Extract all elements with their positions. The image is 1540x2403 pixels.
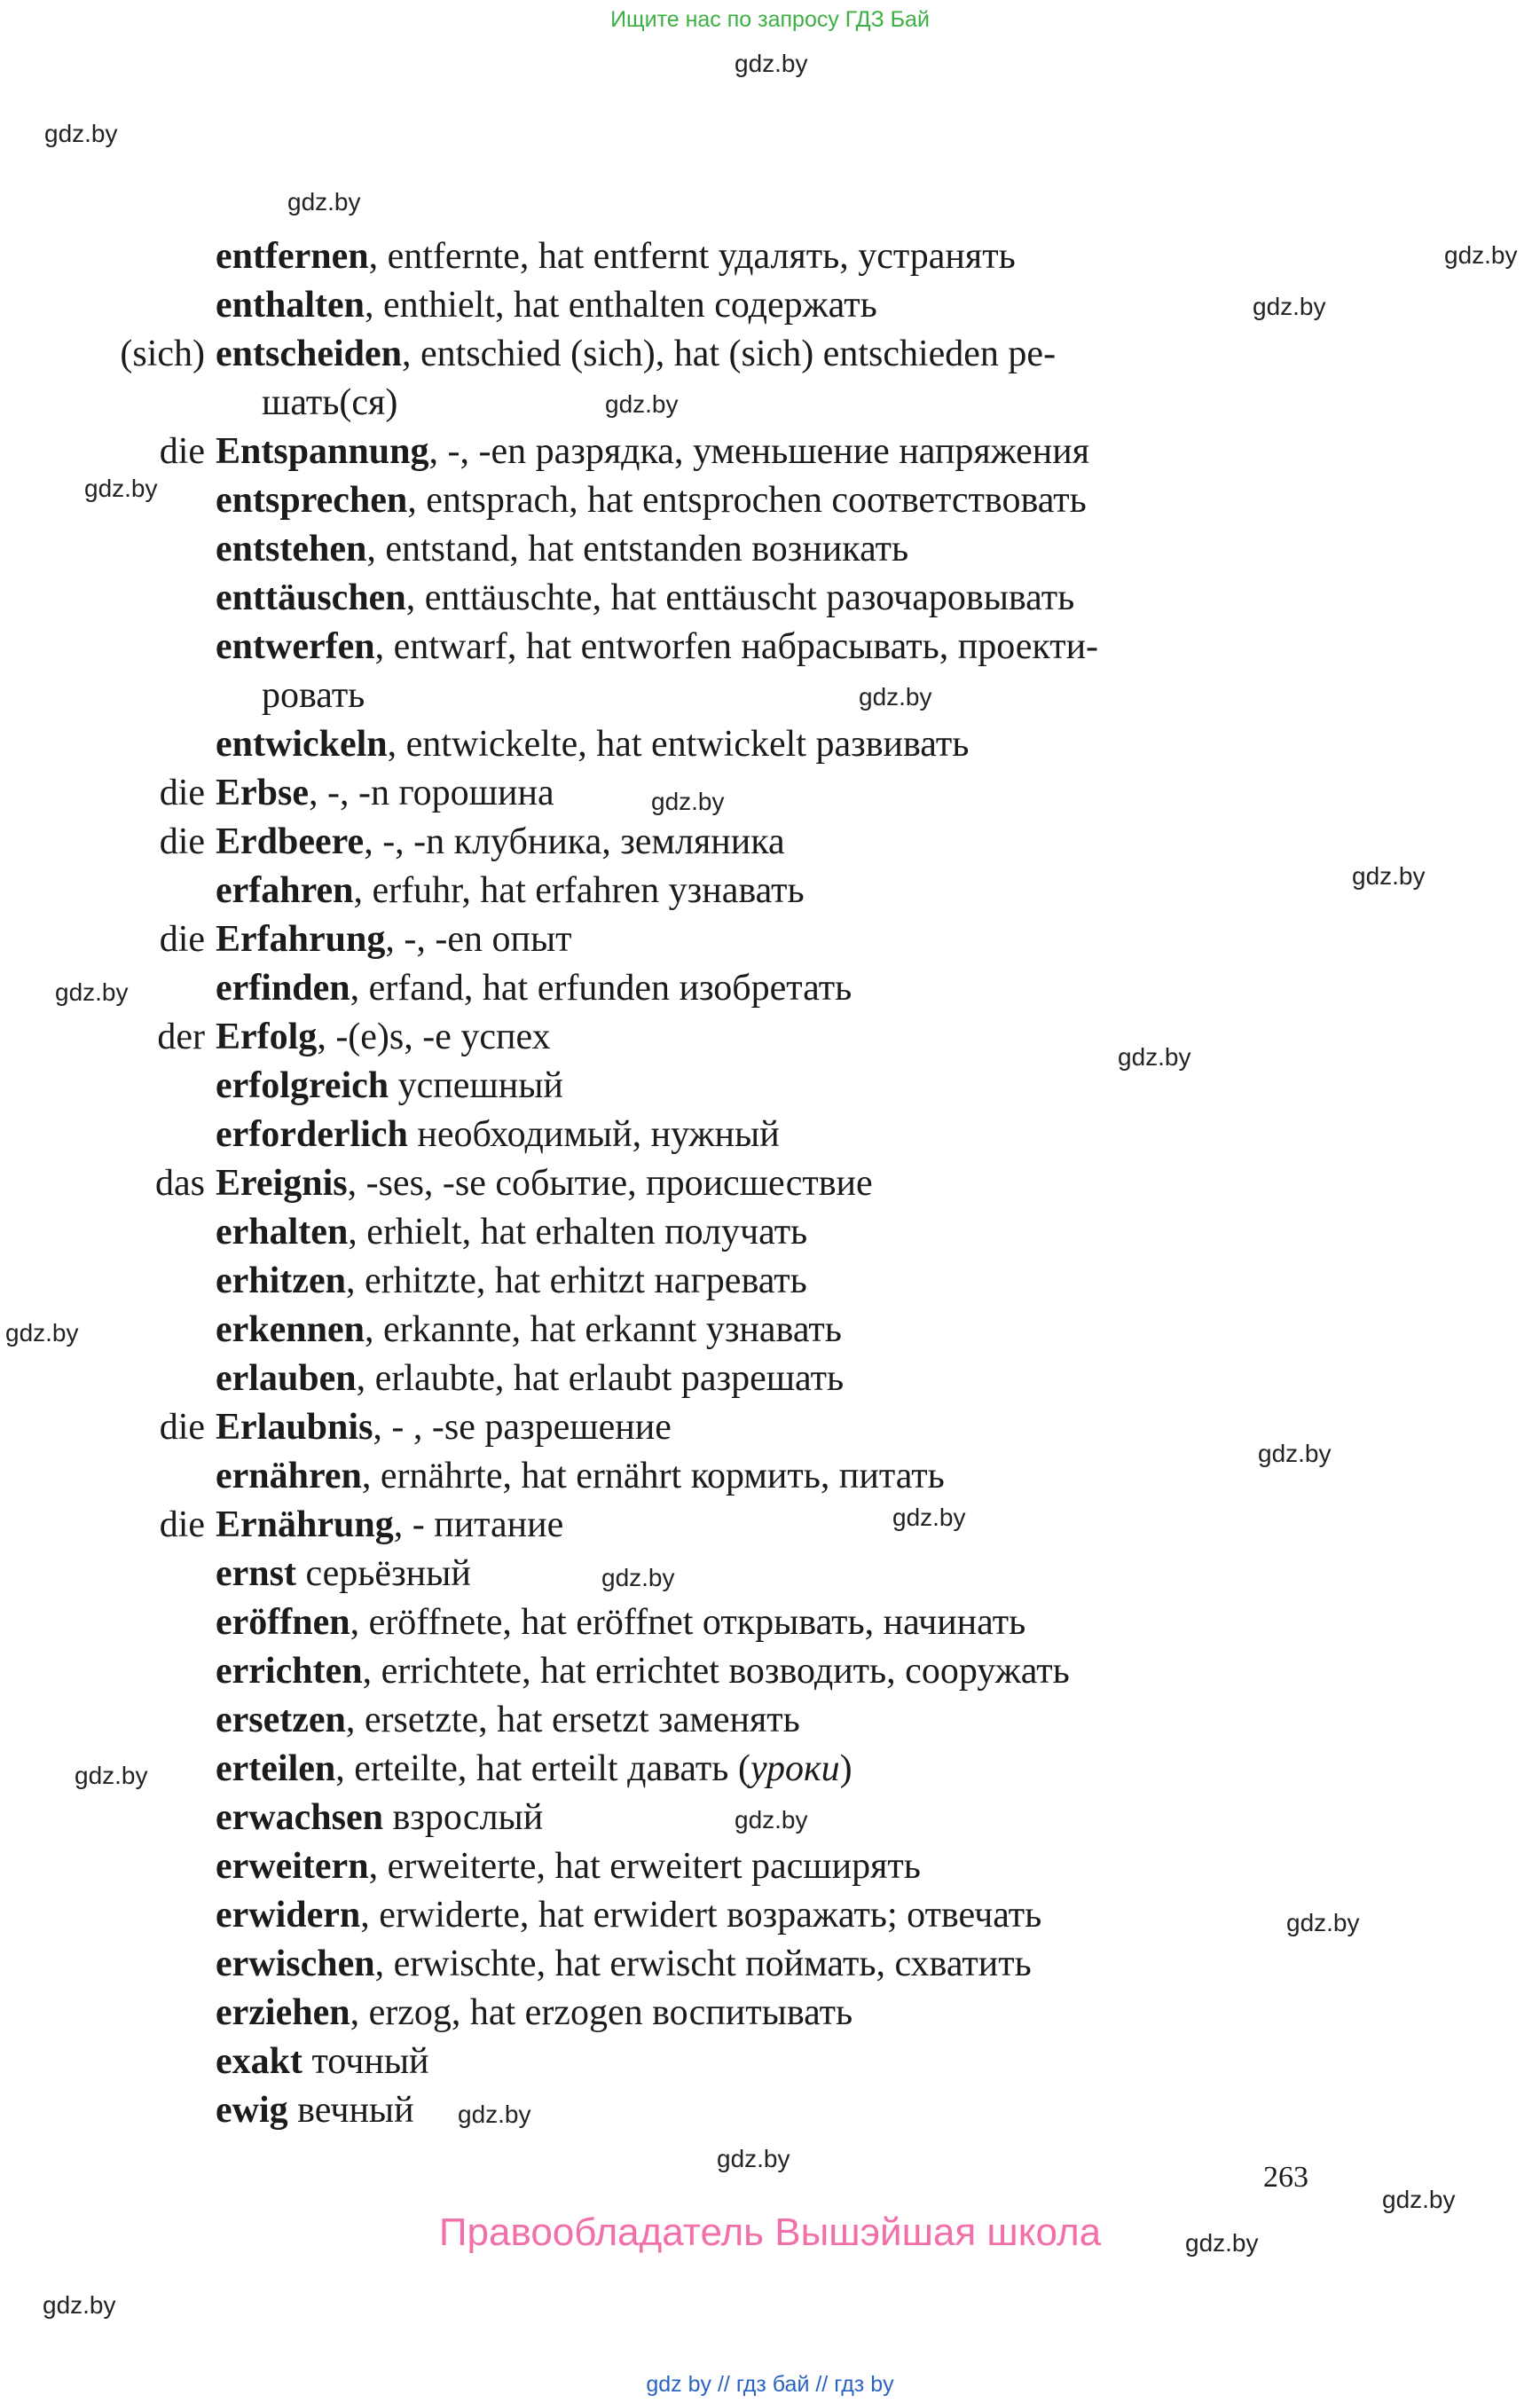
entry-text [216,1456,945,1496]
entry-headword: erfolgreich [216,1065,389,1106]
gdz-watermark: gdz.by [1444,241,1518,269]
entry-forms-and-translation: , - питание [393,1504,564,1545]
entry-forms-and-translation: , ernährte, hat ernährt кормить, питать [361,1456,945,1496]
entry-forms-and-translation: необходимый, нужный [407,1114,780,1155]
entry-headword: ersetzen [216,1700,346,1740]
entry-forms-and-translation: , erkannte, hat erkannt узнавать [365,1309,842,1350]
gdz-watermark: gdz.by [75,1762,148,1789]
entry-forms-and-translation: , erwischte, hat erwischt поймать, схватить [374,1944,1032,1984]
entry-article: das [155,1163,205,1204]
dictionary-entry [0,428,1508,476]
entry-text [216,1407,672,1448]
dictionary-entry [0,1111,1508,1159]
top-banner-text: Ищите нас по запросу ГДЗ Бай [610,7,930,32]
entry-article: der [157,1017,205,1057]
entry-article: die [159,919,205,960]
entry-text [216,821,785,862]
entry-forms-and-translation: , ersetzte, hat ersetzt заменять [345,1700,800,1740]
entry-article: die [159,1504,205,1545]
dictionary-entry [0,1208,1508,1257]
entry-forms-and-translation: , erfand, hat erfunden изобретать [350,968,852,1009]
entry-forms-and-translation: серьёзный [295,1553,471,1594]
entry-headword: erfahren [216,870,354,911]
entry-text [216,577,1074,618]
dictionary-entry [0,2038,1508,2086]
entry-text [216,480,1087,521]
entry-text [216,1651,1070,1692]
dictionary-entry [0,1501,1508,1550]
entry-text [216,1797,543,1838]
entry-forms-and-translation: вечный [287,2090,414,2131]
entry-headword: erfinden [216,968,350,1009]
entry-headword: ernähren [216,1456,362,1496]
entry-text [216,1114,780,1155]
entry-text [216,1065,563,1106]
entry-continuation: шать(ся) [262,382,398,423]
entry-forms-and-translation: , -ses, -se событие, происшествие [347,1163,873,1204]
dictionary-entry [0,281,1508,330]
entry-italic-note: уроки [750,1748,840,1789]
entry-forms-and-translation: , entstand, hat entstanden возникать [366,529,909,569]
entry-text [216,1553,471,1594]
dictionary-entry [0,1403,1508,1452]
entry-headword: erforderlich [216,1114,408,1155]
dictionary-entry [0,818,1508,867]
entry-headword: eröffnen [216,1602,350,1643]
entry-text [216,1602,1025,1643]
dictionary-entry [0,720,1508,769]
entry-headword: erhitzen [216,1260,346,1301]
gdz-watermark: gdz.by [1258,1440,1332,1467]
entry-forms-and-translation: , entwarf, hat entworfen набрасывать, проекти- [374,626,1099,667]
footer-links: gdz by // гдз бай // гдз by [646,2372,894,2397]
dictionary-entry [0,1891,1508,1940]
entry-forms-and-translation: , -, -en опыт [385,919,572,960]
entry-text [216,1504,563,1545]
gdz-watermark: gdz.by [892,1504,966,1531]
entry-text [216,1260,807,1301]
entry-forms-and-translation: , entwickelte, hat entwickelt развивать [387,724,970,765]
entry-headword: entsprechen [216,480,408,521]
dictionary-entry [0,1062,1508,1111]
entry-forms-and-translation: , -, -n горошина [309,773,554,813]
gdz-watermark: gdz.by [458,2101,531,2128]
entry-text [216,1358,844,1399]
entry-headword: Erfahrung [216,919,386,960]
entry-forms-and-translation: , -(e)s, -e успех [317,1017,551,1057]
gdz-watermark: gdz.by [651,788,725,815]
dictionary-entry [0,1647,1508,1696]
dictionary-entry [0,1257,1508,1306]
dictionary-entry [0,1306,1508,1355]
dictionary-entry [0,1842,1508,1891]
dictionary-entry [0,1989,1508,2038]
dictionary-entry [0,915,1508,964]
entry-headword: Erdbeere [216,821,365,862]
entry-forms-and-translation: , enthielt, hat enthalten содержать [365,285,877,326]
entry-headword: erteilen [216,1748,336,1789]
gdz-watermark: gdz.by [43,2291,116,2319]
dictionary-entry [0,1696,1508,1745]
entry-forms-and-translation: , entschied (sich), hat (sich) entschieden ре- [402,334,1057,374]
entry-headword: errichten [216,1651,363,1692]
entry-article: die [159,821,205,862]
entry-forms-and-translation: , erfuhr, hat erfahren узнавать [353,870,805,911]
gdz-watermark: gdz.by [84,475,158,502]
entry-text [216,2090,414,2131]
entry-article: die [159,431,205,472]
entry-forms-and-translation: , enttäuschte, hat enttäuscht разочаровывать [405,577,1075,618]
entry-text [216,1992,852,2033]
entry-forms-and-translation: , erteilte, hat erteilt давать ( [335,1748,750,1789]
dictionary-entry [0,623,1508,720]
entry-forms-and-translation: точный [302,2041,429,2082]
entry-text [216,1309,842,1350]
entry-headword: Ernährung [216,1504,394,1545]
entry-text [216,1748,852,1789]
entry-forms-and-translation: , erhielt, hat erhalten получать [348,1212,808,1253]
dictionary-entry [0,1452,1508,1501]
gdz-watermark: gdz.by [1253,293,1326,320]
gdz-watermark: gdz.by [1118,1043,1191,1071]
dictionary-entry [0,2086,1508,2135]
dictionary-list [0,232,1508,2135]
entry-forms-and-translation: , erhitzte, hat erhitzt нагревать [345,1260,807,1301]
entry-forms-and-translation: , eröffnete, hat eröffnet открывать, начинать [350,1602,1026,1643]
entry-forms-and-translation: , erlaubte, hat erlaubt разрешать [356,1358,845,1399]
entry-text [216,1212,807,1253]
entry-forms-and-translation: , erzog, hat erzogen воспитывать [350,1992,853,2033]
entry-text [216,968,852,1009]
entry-headword: exakt [216,2041,302,2082]
dictionary-entry [0,867,1508,915]
gdz-watermark: gdz.by [287,188,361,216]
entry-headword: entwickeln [216,724,388,765]
dictionary-entry [0,1794,1508,1842]
entry-forms-and-translation: успешный [389,1065,563,1106]
entry-text [216,1163,873,1204]
entry-text [216,724,969,765]
entry-forms-and-translation: , entsprach, hat entsprochen соответствовать [407,480,1087,521]
entry-headword: erwidern [216,1895,361,1936]
entry-text [216,2041,429,2082]
dictionary-entry [0,1013,1508,1062]
entry-headword: entwerfen [216,626,375,667]
entry-text [216,773,554,813]
entry-article: die [159,773,205,813]
entry-text [216,1700,800,1740]
gdz-watermark: gdz.by [601,1564,675,1591]
gdz-watermark: gdz.by [735,1806,808,1834]
entry-text [216,1944,1032,1984]
gdz-watermark: gdz.by [1352,862,1426,890]
entry-headword: erwischen [216,1944,375,1984]
entry-headword: erwachsen [216,1797,383,1838]
entry-headword: Ereignis [216,1163,348,1204]
dictionary-entry [0,1598,1508,1647]
entry-forms-and-translation: ) [839,1748,852,1789]
entry-forms-and-translation: , -, -en разрядка, уменьшение напряжения [428,431,1090,472]
entry-text [216,236,1016,277]
entry-headword: erkennen [216,1309,365,1350]
entry-headword: ernst [216,1553,296,1594]
gdz-watermark: gdz.by [735,50,808,77]
dictionary-entry [0,330,1508,428]
entry-text [216,870,805,911]
gdz-watermark: gdz.by [859,683,932,711]
entry-headword: entfernen [216,236,369,277]
entry-text [216,529,908,569]
gdz-watermark: gdz.by [605,390,679,418]
gdz-watermark: gdz.by [55,978,129,1006]
entry-headword: erlauben [216,1358,357,1399]
entry-headword: Erlaubnis [216,1407,373,1448]
entry-text [216,626,1098,667]
entry-headword: entscheiden [216,334,402,374]
entry-continuation: ровать [262,675,365,716]
entry-forms-and-translation: , - , -se разрешение [373,1407,672,1448]
dictionary-entry [0,1745,1508,1794]
entry-article: (sich) [120,334,205,374]
entry-forms-and-translation: взрослый [382,1797,544,1838]
entry-article: die [159,1407,205,1448]
dictionary-entry [0,964,1508,1013]
entry-forms-and-translation: , errichtete, hat errichtet возводить, сооружать [362,1651,1070,1692]
dictionary-entry [0,525,1508,574]
gdz-watermark: gdz.by [1382,2186,1456,2213]
dictionary-entry [0,1159,1508,1208]
dictionary-entry [0,476,1508,525]
entry-headword: Erfolg [216,1017,318,1057]
page-number: 263 [1263,2161,1308,2194]
gdz-watermark: gdz.by [44,120,118,147]
entry-text [216,285,877,326]
dictionary-entry [0,1355,1508,1403]
entry-headword: ewig [216,2090,288,2131]
gdz-watermark: gdz.by [1286,1909,1360,1936]
entry-headword: erziehen [216,1992,350,2033]
entry-text [216,334,1056,374]
entry-text [216,1846,921,1887]
entry-forms-and-translation: , erwiderte, hat erwidert возражать; отвечать [360,1895,1042,1936]
entry-headword: erweitern [216,1846,369,1887]
dictionary-entry [0,232,1508,281]
copyright-text: Правообладатель Вышэйшая школа [438,2211,1102,2254]
dictionary-entry [0,574,1508,623]
entry-text [216,1895,1041,1936]
entry-forms-and-translation: , entfernte, hat entfernt удалять, устранять [368,236,1016,277]
entry-headword: Erbse [216,773,309,813]
gdz-watermark: gdz.by [717,2145,790,2172]
entry-headword: erhalten [216,1212,349,1253]
entry-text [216,431,1089,472]
dictionary-entry [0,1940,1508,1989]
entry-headword: Entspannung [216,431,429,472]
gdz-watermark: gdz.by [5,1319,79,1347]
dictionary-entry [0,769,1508,818]
gdz-watermark: gdz.by [1185,2229,1259,2257]
entry-text [216,1017,551,1057]
entry-headword: entstehen [216,529,367,569]
entry-headword: enthalten [216,285,365,326]
entry-text [216,919,572,960]
entry-forms-and-translation: , -, -n клубника, земляника [364,821,785,862]
entry-headword: enttäuschen [216,577,406,618]
dictionary-entry [0,1550,1508,1598]
entry-forms-and-translation: , erweiterte, hat erweitert расширять [368,1846,921,1887]
